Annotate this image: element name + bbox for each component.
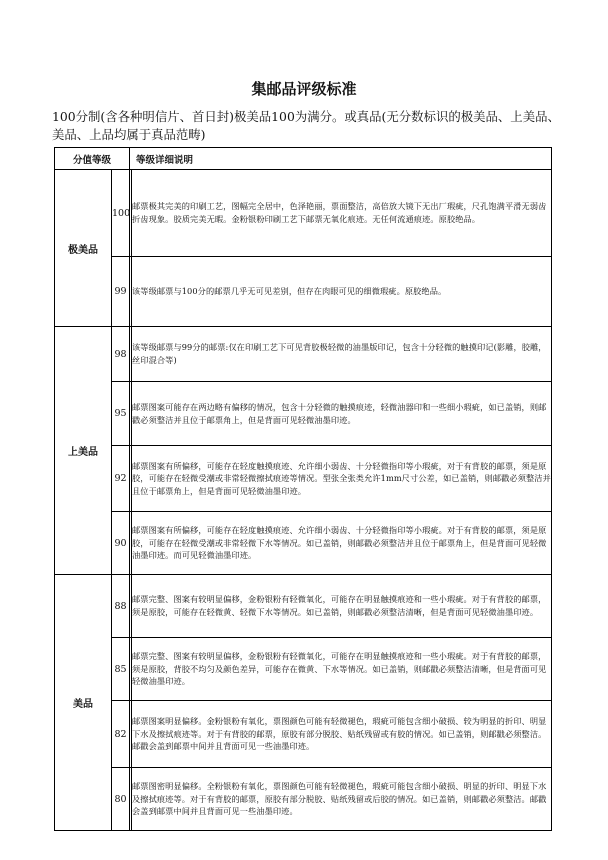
table-row — [55, 768, 552, 831]
score-cell: 92 — [112, 446, 130, 512]
detail-cell: 该等级邮票与99分的邮票:仅在印刷工艺下可见背胶极轻微的油墨版印记，包含十分轻微的触摸印记(影雕，胶雕，丝印混合等) — [132, 327, 552, 382]
detail-cell: 邮票图案明显偏移。金粉银粉有氧化，票图颜色可能有轻微褪色，瑕疵可能包含细小破损、较为明显的折印、明显下水及擦拭痕迹等。对于有背胶的邮票，原胶有部分脱胶、贴纸残留或有胶的情况。如已盖销，则邮戳必须整洁。邮戳会盖到邮票中间并且背面可见一些油墨印迹。 — [132, 701, 552, 768]
grading-table — [54, 147, 552, 831]
score-cell: 82 — [112, 701, 130, 768]
level-cell-jimeipin: 极美品 — [55, 170, 112, 327]
table-row — [55, 170, 552, 257]
detail-cell: 邮票完整、图案有较明显偏移，金粉银粉有轻微氧化，可能存在明显触摸痕迹和一些小瑕疵。对于有背胶的邮票，须是原胶，可能存在轻微黄、轻微下水等情况。如已盖销，则邮戳必须整洁清晰，但是背面可见轻微油墨印迹。 — [132, 575, 552, 638]
detail-cell: 邮票图密明显偏移。全粉银粉有氧化，票图颜色可能有轻微褪色，瑕疵可能包含细小破损、明显的折印、明显下水及擦拭痕迹等。对于有背胶的邮票，原胶有部分脱胶、贴纸残留或后胶的情况。如已盖销，则邮戳必须整洁。邮戳会盖到邮票中间并且背面可见一些油墨印迹。 — [132, 768, 552, 831]
table-row — [55, 512, 552, 575]
table-row — [55, 257, 552, 327]
header-grade: 分值等级 — [55, 148, 130, 170]
table-header-row — [55, 148, 552, 170]
page-subtitle: 100分制(含各种明信片、首日封)极美品100为满分。或真品(无分数标识的极美品、上美品、美品、上品均属于真品范畴) — [52, 109, 560, 142]
table-row — [55, 701, 552, 768]
score-cell: 85 — [112, 638, 130, 701]
detail-cell: 邮票图案有所偏移，可能存在轻度触摸痕迹、允许细小弱齿、十分轻微指印等小瑕疵，对于有背胶的邮票，须是原胶，可能存在轻微受潮或非常轻微擦拭痕迹等情况。型张全张类允许1mm尺寸公差，如已盖销，则邮戳必须整洁并且位于邮票角上，但是背面可见轻微油墨印迹。 — [132, 446, 552, 512]
score-cell: 99 — [112, 257, 130, 327]
table-row — [55, 638, 552, 701]
detail-cell: 邮票图案可能存在两边略有偏移的情况，包含十分轻微的触摸痕迹，轻微油器印和一些细小瑕疵，如已盖销，则邮戳必须整洁并且位于邮票角上，但是背面可见轻微油墨印迹。 — [132, 382, 552, 446]
score-cell: 88 — [112, 575, 130, 638]
level-cell-shangmeipin: 上美品 — [55, 327, 112, 575]
score-cell: 100 — [112, 170, 130, 257]
header-detail: 等级详细说明 — [130, 148, 552, 170]
score-cell: 98 — [112, 327, 130, 382]
table-row — [55, 446, 552, 512]
page-title: 集邮品评级标准 — [251, 80, 357, 98]
detail-cell: 该等级邮票与100分的邮票几乎无可见差别，但存在肉眼可见的细微瑕疵。原胶绝品。 — [132, 257, 552, 327]
level-cell-meipin: 美品 — [55, 575, 112, 831]
score-cell: 90 — [112, 512, 130, 575]
table-row — [55, 382, 552, 446]
score-cell: 80 — [112, 768, 130, 831]
score-cell: 95 — [112, 382, 130, 446]
detail-cell: 邮票极其完美的印刷工艺，图幅完全居中，色泽艳丽，票面整洁，高倍放大镜下无出厂瑕疵，尺孔饱满平滑无弱齿折齿现象。胶质完美无暇。金粉银粉印刷工艺下邮票无氧化痕迹。无任何流通痕迹。原胶绝品。 — [132, 170, 552, 257]
detail-cell: 邮票图案有所偏移，可能存在轻度触摸痕迹、允许细小弱齿、十分轻微指印等小瑕疵。对于有背胶的邮票，须是原胶，可能存在轻微受潮或非常轻微下水等情况。如已盖销，则邮戳必须整洁并且位于邮票角上，但是背面可见轻微油墨印迹。而可见轻微油墨印迹。 — [132, 512, 552, 575]
table-row — [55, 575, 552, 638]
table-row — [55, 327, 552, 382]
detail-cell: 邮票完整、图案有较明显偏移，金粉银粉有轻微氧化，可能存在明显触摸痕迹和一些小瑕疵。对于有背胶的邮票，须是原胶，背胶不均匀及颜色差异，可能存在微黄、下水等情况。如已盖销，则邮戳必须整洁清晰，但是背面可见轻微油墨印迹。 — [132, 638, 552, 701]
